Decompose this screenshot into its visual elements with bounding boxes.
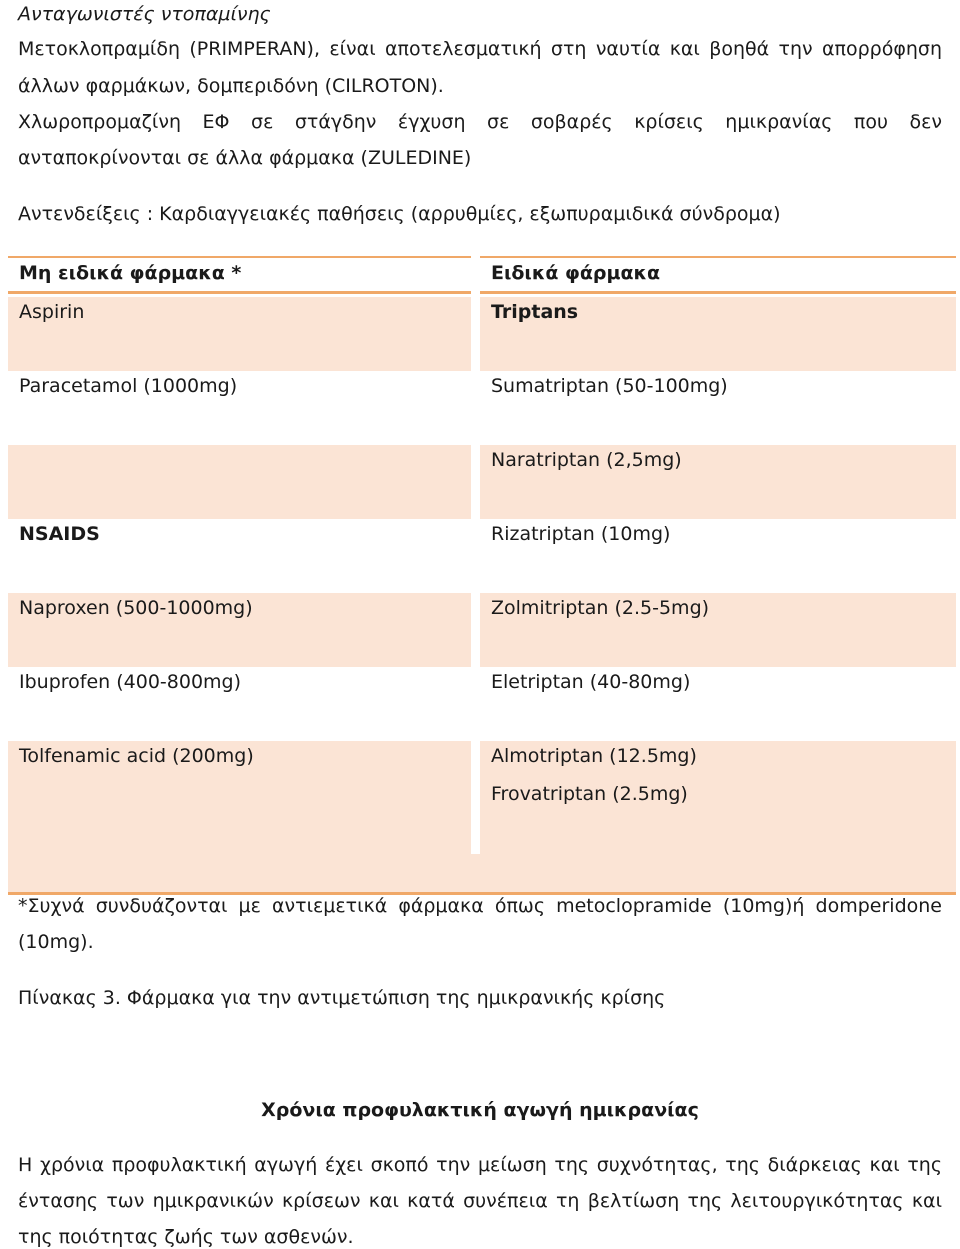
section-heading: Χρόνια προφυλακτική αγωγή ημικρανίας [261, 1099, 699, 1121]
table-header-right: Ειδικά φάρμακα [480, 256, 956, 294]
table-cell: Naproxen (500-1000mg) [8, 593, 471, 667]
table-cell: Naratriptan (2,5mg) [480, 445, 956, 519]
table-cell: NSAIDS [8, 519, 471, 593]
table-cell-line: Almotriptan (12.5mg) [491, 745, 697, 767]
table-cell: Paracetamol (1000mg) [8, 371, 471, 445]
table-cell: Aspirin [8, 297, 471, 371]
footnote-line-1: *Συχνά συνδυάζονται με αντιεμετικά φάρμακα όπως metoclopramide (10mg)ή domperidone [18, 895, 942, 917]
table-header-left: Μη ειδικά φάρμακα * [8, 256, 471, 294]
body-line-1: Η χρόνια προφυλακτική αγωγή έχει σκοπό την μείωση της συχνότητας, της διάρκειας και της [18, 1154, 942, 1176]
table-cell [8, 445, 471, 519]
table-cell: Sumatriptan (50-100mg) [480, 371, 956, 445]
footnote-line-2: (10mg). [18, 931, 94, 953]
intro-line-2: άλλων φαρμάκων, δομπεριδόνη (CILROTON). [18, 75, 444, 97]
contraindications: Αντενδείξεις : Καρδιαγγειακές παθήσεις (αρρυθμίες, εξωπυραμιδικά σύνδρομα) [18, 203, 781, 225]
table-cell: Tolfenamic acid (200mg) [8, 741, 471, 854]
table-caption: Πίνακας 3. Φάρμακα για την αντιμετώπιση της ημικρανικής κρίσης [18, 987, 666, 1009]
table-cell [480, 741, 956, 854]
table-cell: Triptans [480, 297, 956, 371]
subtitle: Ανταγωνιστές ντοπαμίνης [18, 3, 271, 25]
body-line-2: έντασης των ημικρανικών κρίσεων και κατά συνέπεια τη βελτίωση της λειτουργικότητας και [18, 1190, 942, 1212]
table-footer-row [8, 854, 956, 895]
table-cell: Eletriptan (40-80mg) [480, 667, 956, 741]
drug-table [8, 256, 956, 894]
table-cell: Ibuprofen (400-800mg) [8, 667, 471, 741]
table-cell: Zolmitriptan (2.5-5mg) [480, 593, 956, 667]
body-line-3: της ποιότητας ζωής των ασθενών. [18, 1226, 354, 1248]
intro-line-3: Χλωροπρομαζίνη ΕΦ σε στάγδην έγχυση σε σοβαρές κρίσεις ημικρανίας που δεν [18, 111, 942, 133]
intro-line-1: Μετοκλοπραμίδη (PRIMPERAN), είναι αποτελεσματική στη ναυτία και βοηθά την απορρόφηση [18, 38, 942, 60]
table-cell: Rizatriptan (10mg) [480, 519, 956, 593]
table-cell-line: Frovatriptan (2.5mg) [491, 783, 688, 805]
intro-line-4: ανταποκρίνονται σε άλλα φάρμακα (ZULEDINE) [18, 147, 472, 169]
